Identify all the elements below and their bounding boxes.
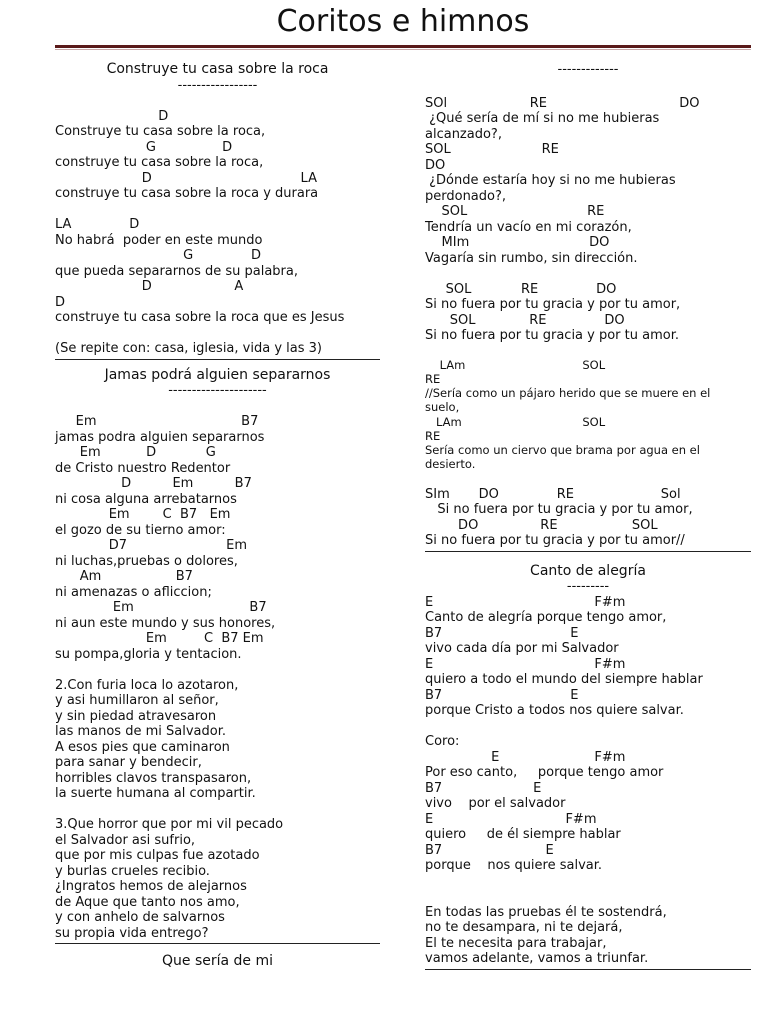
lyric-line: ¿Ingratos hemos de alejarnos bbox=[55, 879, 247, 894]
right-column bbox=[425, 62, 751, 974]
lyric-line: suelo, bbox=[425, 400, 460, 415]
lyric-line: Em D G bbox=[55, 445, 216, 460]
heading-dashes: --------------------- bbox=[168, 383, 267, 398]
song-divider bbox=[425, 969, 751, 970]
lyric-line: de Cristo nuestro Redentor bbox=[55, 460, 231, 476]
lyric-line: y asi humillaron al señor, bbox=[55, 693, 219, 708]
song-heading-jamas: Jamas podrá alguien separarnos bbox=[104, 366, 331, 383]
lyric-line: SOL RE bbox=[425, 204, 605, 219]
title-rule-accent bbox=[55, 49, 751, 50]
lyric-line bbox=[55, 326, 380, 342]
lyric-line: perdonado?, bbox=[425, 188, 507, 204]
lyric-line bbox=[425, 266, 751, 282]
title-rule bbox=[55, 45, 751, 48]
lyric-line: Si no fuera por tu gracia y por tu amor// bbox=[425, 533, 685, 549]
lyric-line: su propia vida entrego? bbox=[55, 925, 209, 941]
lyric-line bbox=[55, 802, 380, 818]
lyric-line: D bbox=[55, 294, 66, 310]
lyric-line: SIm DO RE Sol bbox=[425, 486, 681, 502]
lyric-line bbox=[55, 399, 380, 415]
lyric-line: quiero a todo el mundo del siempre hablar bbox=[425, 672, 703, 688]
lyric-line bbox=[55, 662, 380, 678]
left-column bbox=[55, 62, 380, 970]
song-heading-canto: Canto de alegría bbox=[530, 562, 646, 579]
lyric-line: LAm SOL bbox=[425, 357, 606, 372]
lyric-line: E F#m bbox=[425, 656, 626, 672]
lyric-line: Por eso canto, porque tengo amor bbox=[425, 765, 664, 781]
song-lyrics-construye bbox=[55, 109, 380, 357]
song-divider bbox=[55, 943, 380, 944]
lyric-line: ni luchas,pruebas o dolores, bbox=[55, 553, 238, 569]
lyric-line: E F#m bbox=[425, 749, 626, 765]
lyric-line: y burlas crueles recibio. bbox=[55, 863, 210, 879]
lyric-line: Construye tu casa sobre la roca, bbox=[55, 124, 266, 139]
lyric-line: Em C B7 Em bbox=[55, 631, 264, 646]
song-lyrics-que-seria-end bbox=[425, 471, 751, 549]
lyric-line: su pompa,gloria y tentacion. bbox=[55, 646, 242, 662]
lyric-line: vivo cada día por mi Salvador bbox=[425, 641, 619, 657]
lyric-line: jamas podra alguien separarnos bbox=[55, 429, 265, 445]
lyric-line: que pueda separarnos de su palabra, bbox=[55, 263, 298, 279]
heading-dashes: ------------- bbox=[557, 62, 619, 77]
lyric-line: SOL RE DO bbox=[425, 312, 625, 328]
lyric-line: MIm DO bbox=[425, 235, 610, 250]
lyric-line: A esos pies que caminaron bbox=[55, 739, 230, 755]
lyric-line: G D bbox=[55, 248, 262, 263]
lyric-line: //Sería como un pájaro herido que se muere en el bbox=[425, 386, 711, 401]
lyric-line: Si no fuera por tu gracia y por tu amor. bbox=[425, 328, 679, 343]
song-lyrics-que-seria bbox=[425, 96, 751, 344]
heading-dashes: ----------------- bbox=[177, 77, 258, 93]
lyric-line: horribles clavos transpasaron, bbox=[55, 770, 252, 786]
lyric-line: D bbox=[55, 108, 169, 124]
lyric-line: el gozo de su tierno amor: bbox=[55, 522, 226, 538]
lyric-line: SOL RE DO bbox=[425, 281, 617, 297]
lyric-line: Em C B7 Em bbox=[55, 507, 231, 522]
lyric-line: B7 E bbox=[425, 842, 554, 858]
lyric-line bbox=[425, 889, 751, 905]
lyric-line: 2.Con furia loca lo azotaron, bbox=[55, 677, 239, 693]
lyric-line: D7 Em bbox=[55, 538, 248, 553]
lyric-line: D Em B7 bbox=[55, 476, 252, 491]
lyric-line: construye tu casa sobre la roca y durara bbox=[55, 186, 319, 201]
lyric-line: DO RE SOL bbox=[425, 517, 658, 533]
lyric-line: 3.Que horror que por mi vil pecado bbox=[55, 817, 284, 832]
lyric-line: E F#m bbox=[425, 594, 626, 610]
song-heading-construye: Construye tu casa sobre la roca bbox=[106, 61, 329, 77]
lyric-line: ni aun este mundo y sus honores, bbox=[55, 615, 276, 631]
lyric-line: vivo por el salvador bbox=[425, 796, 566, 812]
lyric-line: Em B7 bbox=[55, 600, 267, 615]
lyric-line: En todas las pruebas él te sostendrá, bbox=[425, 904, 667, 920]
lyric-line bbox=[55, 202, 380, 218]
lyric-line: Vagaría sin rumbo, sin dirección. bbox=[425, 250, 638, 266]
lyric-line: ni cosa alguna arrebatarnos bbox=[55, 491, 237, 507]
lyric-line: ¿Qué sería de mí si no me hubieras bbox=[425, 111, 660, 126]
lyric-line: desierto. bbox=[425, 457, 476, 472]
lyric-line bbox=[425, 344, 751, 358]
song-divider bbox=[55, 359, 380, 360]
lyric-line: G D bbox=[55, 139, 233, 155]
lyric-line bbox=[425, 471, 751, 487]
lyric-line: No habrá poder en este mundo bbox=[55, 232, 263, 248]
lyric-line: Si no fuera por tu gracia y por tu amor, bbox=[425, 502, 693, 518]
lyric-line: el Salvador asi sufrio, bbox=[55, 832, 196, 848]
lyric-line: RE bbox=[425, 428, 441, 443]
lyric-line: RE bbox=[425, 371, 441, 386]
lyric-line: quiero de él siempre hablar bbox=[425, 827, 621, 843]
lyric-line: B7 E bbox=[425, 780, 542, 796]
lyric-line: Si no fuera por tu gracia y por tu amor, bbox=[425, 297, 681, 312]
lyric-line: la suerte humana al compartir. bbox=[55, 786, 256, 801]
song-divider bbox=[425, 551, 751, 552]
lyric-line: LA D bbox=[55, 217, 140, 232]
page-title: Coritos e himnos bbox=[276, 4, 530, 39]
lyric-line: Sería como un ciervo que brama por agua en el bbox=[425, 442, 700, 457]
lyric-line: y con anhelo de salvarnos bbox=[55, 910, 225, 925]
song-lyrics-canto bbox=[425, 595, 751, 967]
song-lyrics-que-seria-small bbox=[425, 344, 751, 472]
lyric-line: Coro: bbox=[425, 734, 460, 750]
lyric-line: E F#m bbox=[425, 811, 597, 827]
lyric-line: B7 E bbox=[425, 625, 579, 641]
lyric-line: SOl RE DO bbox=[425, 95, 700, 111]
lyric-line: construye tu casa sobre la roca que es Jesus bbox=[55, 310, 345, 325]
lyric-line: no te desampara, ni te dejará, bbox=[425, 920, 623, 936]
lyric-line: las manos de mi Salvador. bbox=[55, 724, 226, 739]
song-heading-que-seria: Que sería de mi bbox=[161, 953, 273, 969]
lyric-line: B7 E bbox=[425, 687, 579, 703]
lyric-line: Em B7 bbox=[55, 414, 259, 429]
lyric-line: porque Cristo a todos nos quiere salvar. bbox=[425, 703, 684, 719]
heading-dashes: --------- bbox=[566, 579, 610, 595]
lyric-line: DO bbox=[425, 157, 446, 173]
lyric-line: Tendría un vacío en mi corazón, bbox=[425, 219, 632, 235]
lyric-line: SOL RE bbox=[425, 142, 559, 157]
lyric-line bbox=[425, 719, 751, 735]
lyric-line: ¿Dónde estaría hoy si no me hubieras bbox=[425, 173, 676, 188]
lyric-line: para sanar y bendecir, bbox=[55, 755, 202, 770]
lyric-line: El te necesita para trabajar, bbox=[425, 935, 607, 951]
lyric-line: porque nos quiere salvar. bbox=[425, 858, 603, 874]
lyric-line: alcanzado?, bbox=[425, 126, 502, 142]
lyric-line: Am B7 bbox=[55, 569, 193, 584]
lyric-line: y sin piedad atravesaron bbox=[55, 708, 217, 724]
lyric-line: LAm SOL bbox=[425, 414, 606, 429]
lyric-line: D LA bbox=[55, 170, 317, 186]
lyric-line: de Aque que tanto nos amo, bbox=[55, 894, 240, 910]
lyric-line: Canto de alegría porque tengo amor, bbox=[425, 610, 667, 626]
lyric-line: que por mis culpas fue azotado bbox=[55, 848, 260, 863]
lyric-line: construye tu casa sobre la roca, bbox=[55, 155, 264, 170]
lyric-line: vamos adelante, vamos a triunfar. bbox=[425, 951, 649, 967]
lyric-line: ni amenazas o afliccion; bbox=[55, 584, 212, 600]
song-lyrics-jamas bbox=[55, 399, 380, 942]
lyric-line: (Se repite con: casa, iglesia, vida y las 3) bbox=[55, 341, 322, 356]
lyric-line: D A bbox=[55, 279, 244, 294]
lyric-line bbox=[425, 874, 751, 890]
